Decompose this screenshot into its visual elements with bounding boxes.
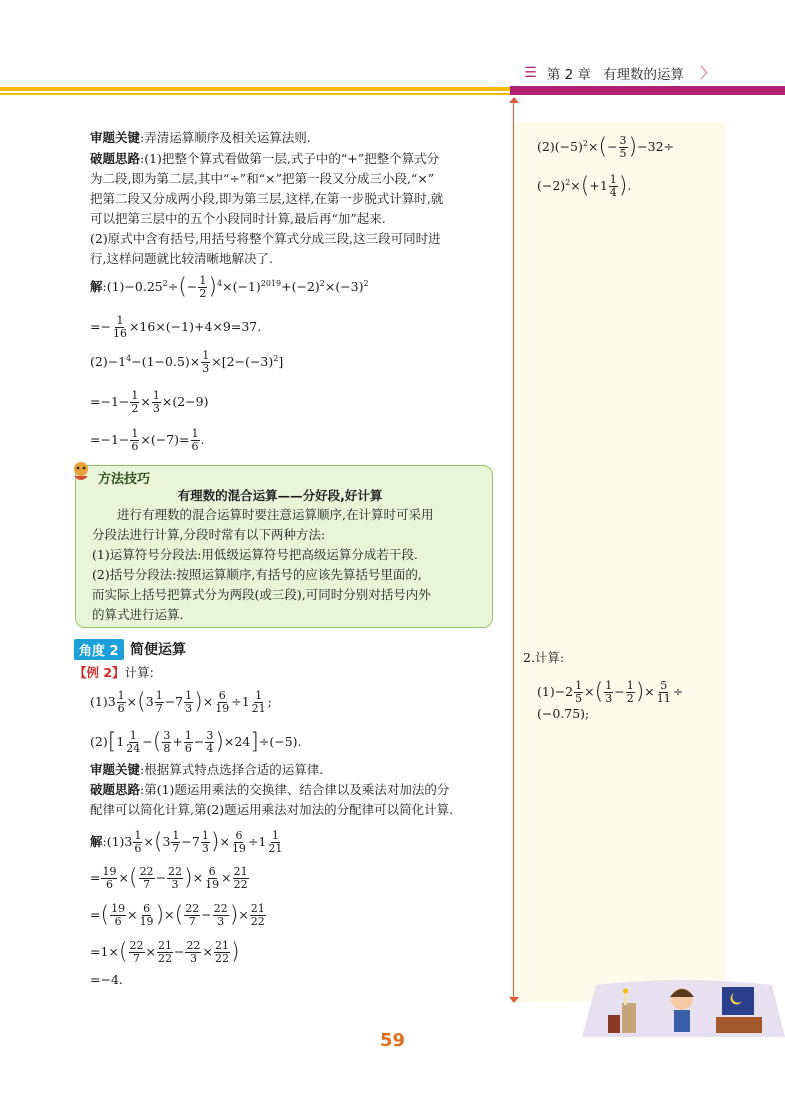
solution2-line: = $\frac{19}{6}$ ×( $\frac{22}{7}$ − $\frac{22}{3}$ )× $\frac{6}{19}$ × $\frac{21}{22}$ bbox=[90, 865, 248, 891]
header-rule-yellow bbox=[0, 87, 510, 91]
example1-idea-line: 为二段,即为第二层,其中“÷”和“×”把第一段又分成三小段,“×” bbox=[90, 171, 435, 186]
method-line: 的算式进行运算. bbox=[92, 607, 184, 622]
chevron-right-icon[interactable]: 〉 bbox=[699, 64, 715, 82]
method-box-subtitle: 有理数的混合运算——分好段,好计算 bbox=[177, 488, 383, 503]
divider-top-arrow-icon bbox=[509, 97, 519, 103]
divider-bottom-arrow-icon bbox=[509, 997, 519, 1003]
example2-tag: 【例 2】计算: bbox=[74, 665, 154, 680]
solution2-line: 解:(1)3 $\frac{1}{6}$ ×(3 $\frac{1}{7}$ −7 $\frac{1}{3}$ )× $\frac{6}{19}$ ÷1 $\frac{1}{21}$ bbox=[90, 829, 283, 855]
example2-idea-line: 配律可以简化计算,第(2)题运用乘法对加法的分配律可以简化计算. bbox=[90, 802, 454, 817]
page-number: 59 bbox=[379, 1030, 406, 1051]
chapter-name: 有理数的运算 bbox=[602, 66, 684, 83]
chapter-title bbox=[524, 62, 715, 83]
example2-key: 审题关键:根据算式特点选择合适的运算律. bbox=[90, 762, 324, 777]
solution1-line: $(2)-1^4-(1-0.5)\times$ $\frac{1}{3}$ $\times[2-(-3)^2]$ bbox=[90, 349, 284, 375]
practice-question-label: 2.计算: bbox=[523, 650, 565, 665]
method-line: (1)运算符号分段法:用低级运算符号把高级运算分成若干段. bbox=[92, 547, 418, 562]
solution1-line: 解$:(1)-0.25^2\div(-$ $\frac{1}{2}$ )$^4\times(-1)^{2019}+(-2)^2\times(-3)^2$ bbox=[90, 274, 369, 300]
column-divider bbox=[513, 100, 514, 1000]
list-icon: ☰ bbox=[524, 64, 537, 81]
header-rule-yellow-thin bbox=[0, 93, 510, 95]
mascot-icon bbox=[68, 458, 94, 484]
solution1-line: =−1− $\frac{1}{2}$ × $\frac{1}{3}$ ×(2−9) bbox=[90, 389, 209, 415]
example1-idea-line: 行,这样问题就比较清晰地解决了. bbox=[90, 251, 273, 266]
practice-column bbox=[514, 122, 725, 1002]
solution1-line: =− $\frac{1}{16}$ ×16×(−1)+4×9=37. bbox=[90, 314, 262, 340]
solution2-line: =−4. bbox=[90, 972, 123, 987]
example2-idea-line: 破题思路:第(1)题运用乘法的交换律、结合律以及乘法对加法的分 bbox=[90, 782, 450, 797]
example1-idea-line: 破题思路:(1)把整个算式看做第一层,式子中的“+”把整个算式分 bbox=[90, 151, 440, 166]
angle-title: 简便运算 bbox=[130, 642, 186, 658]
example1-idea-line: 把第二段又分成两小段,即为第三层,这样,在第一步脱式计算时,就 bbox=[90, 191, 444, 206]
page-header bbox=[0, 0, 785, 100]
angle-tag: 角度 2 bbox=[74, 639, 124, 660]
method-line: 而实际上括号把算式分为两段(或三段),可同时分别对括号内外 bbox=[92, 587, 431, 602]
practice-problem: (1)−2 $\frac{1}{5}$ ×( $\frac{1}{3}$ − $\frac{1}{2}$ )× $\frac{5}{11}$ ÷ bbox=[537, 679, 684, 705]
method-line: (2)括号分段法:按照运算顺序,有括号的应该先算括号里面的, bbox=[92, 567, 422, 582]
example2-problem: (1)3 $\frac{1}{6}$ ×(3 $\frac{1}{7}$ −7 $\frac{1}{3}$ )× $\frac{6}{19}$ ÷1 $\frac{1}{21}$ ; bbox=[90, 689, 272, 715]
practice-problem: $(2)(-5)^2\times(-$ $\frac{3}{5}$ )−32÷ bbox=[537, 134, 674, 160]
method-line: 分段法进行计算,分段时常有以下两种方法: bbox=[92, 527, 326, 542]
chapter-number: 第 2 章 bbox=[546, 66, 591, 83]
method-box-title: 方法技巧 bbox=[98, 472, 151, 487]
example1-key: 审题关键:弄清运算顺序及相关运算法则. bbox=[90, 130, 311, 145]
example1-idea-line: (2)原式中含有括号,用括号将整个算式分成三段,这三段可同时进 bbox=[90, 231, 441, 246]
solution2-line: =( $\frac{19}{6}$ × $\frac{6}{19}$ )×( $\frac{22}{7}$ − $\frac{22}{3}$ )× $\frac{21}{22}$ bbox=[90, 902, 265, 928]
solution2-line: =1×( $\frac{22}{7}$ × $\frac{21}{22}$ − $\frac{22}{3}$ × $\frac{21}{22}$ ) bbox=[90, 939, 240, 965]
practice-problem: $(-2)^2\times(+1$ $\frac{1}{4}$ ). bbox=[537, 173, 632, 199]
header-rule-magenta bbox=[510, 86, 785, 95]
practice-problem: (−0.75); bbox=[537, 706, 590, 721]
solution1-line: =−1− $\frac{1}{6}$ ×(−7)= $\frac{1}{6}$ . bbox=[90, 427, 205, 453]
example1-idea-line: 可以把第三层中的五个小段同时计算,最后再“加”起来. bbox=[90, 211, 386, 226]
cartoon-illustration bbox=[582, 975, 785, 1037]
example2-problem: (2)[1 $\frac{1}{24}$ −( $\frac{3}{8}$ + $\frac{1}{6}$ − $\frac{3}{4}$ )×24]÷(−5). bbox=[90, 729, 302, 755]
method-line: 进行有理数的混合运算时要注意运算顺序,在计算时可采用 bbox=[117, 507, 434, 522]
